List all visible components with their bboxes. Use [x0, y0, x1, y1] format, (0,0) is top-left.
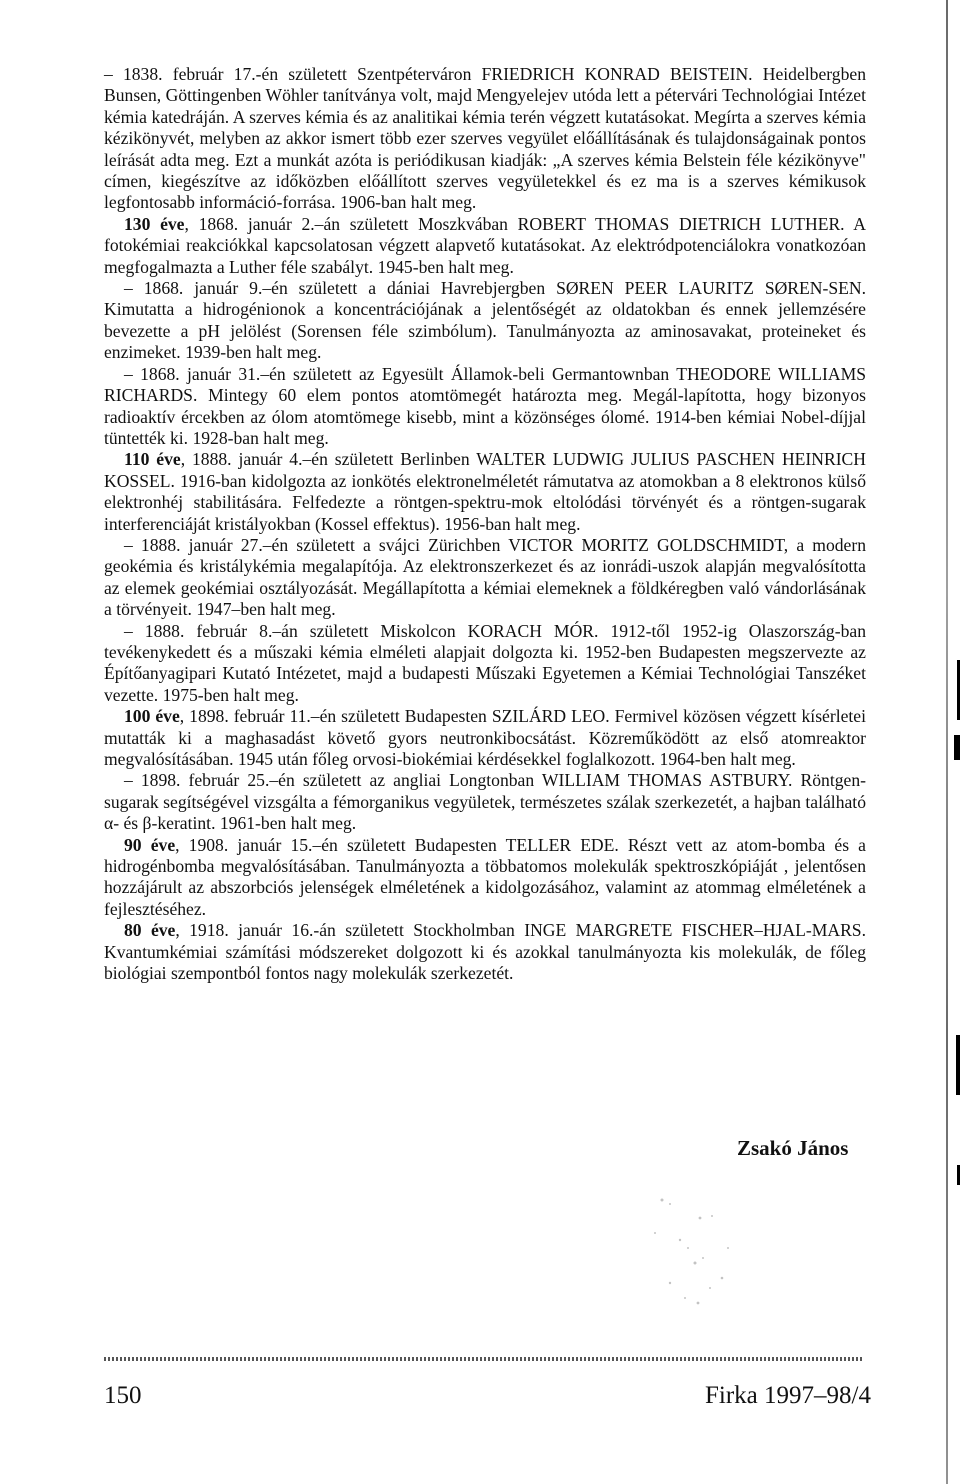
paragraph-text: , 1898. február 11.–én született Budapesten SZILÁRD LEO. Fermivel közösen végzett kísérletei mutatták ki a maghasadást követő gyors neutronkibocsátást. Közreműködött az első atomreaktor megvalósításában. 1945 után főleg orvosi-biokémiai kérdésekkel foglalkozott. 1964-ben halt meg. [104, 706, 866, 769]
paragraph-text: – 1868. január 31.–én született az Egyesült Államok-beli Germantownban THEODORE WILLIAMS RICHARDS. Mintegy 60 elem pontos atomtömegét határozta meg. Megál-lapította, hogy bizonyos radioaktív ércekben az ólom atomtömege kisebb, mint a közönséges ólomé. 1914-ben kémiai Nobel-díjjal tüntették ki. 1928-ban halt meg. [104, 363, 866, 448]
article-paragraph [104, 621, 866, 707]
article-paragraph [104, 706, 866, 770]
anniversary-label: 100 éve [124, 706, 180, 727]
scan-edge-line [946, 0, 948, 1484]
scan-smudge [640, 1188, 740, 1313]
article-paragraph [104, 535, 866, 621]
paragraph-text: , 1888. január 4.–én született Berlinben WALTER LUDWIG JULIUS PASCHEN HEINRICH KOSSEL. 1916-ban kidolgozta az ionkötés elektronelméletét rámutatva az atomokban a 8 elektronos külső elektronhéj stabilitására. Felfedezte a röntgen-spektru-mok eltolódási törvényét és a röntgen-sugarak interferenciáját kristályokban (Kossel effektus). 1956-ban halt meg. [104, 449, 867, 534]
author-signature: Zsakó János [737, 1136, 849, 1160]
footer-rule [104, 1357, 864, 1361]
article-paragraph [104, 64, 866, 214]
margin-mark [954, 735, 960, 760]
article-paragraph [104, 449, 866, 535]
anniversary-label: 110 éve [124, 449, 181, 470]
paragraph-text: – 1888. január 27.–én született a svájci Zürichben VICTOR MORITZ GOLDSCHMIDT, a modern geokémia és kristálykémia megalapítója. Az elektronszerkezet és az ionrádi-uszok alapján megvalósította az elemek geokémiai osztályozását. Megállapította a kémiai elemeknek a földkéregben való vándorlásának a törvényeit. 1947–ben halt meg. [104, 534, 866, 620]
anniversary-label: 130 éve [124, 213, 185, 234]
paragraph-text: , 1868. január 2.–án született Moszkvában ROBERT THOMAS DIETRICH LUTHER. A fotokémiai reakciókkal kapcsolatosan végzett alapvető kutatásokat. Az elektródpotenciálokra vonatkozóan megfogalmazta a Luther féle szabályt. 1945-ben halt meg. [104, 213, 866, 277]
article-paragraph [104, 920, 866, 984]
paragraph-text: , 1908. január 15.–én született Budapesten TELLER EDE. Részt vett az atom-bomba és a hidrogénbomba megvalósításában. Tanulmányozta a többatomos molekulák spektroszkópiáját , jelentősen hozzájárult az abszorbciós jelenségek elméletének a kidolgozásához, valamint az atommag elméletének a fejlesztéséhez. [104, 834, 866, 919]
article-paragraph [104, 770, 866, 834]
paragraph-text: , 1918. január 16.-án született Stockholmban INGE MARGRETE FISCHER–HJAL-MARS. Kvantumkémiai számítási módszereket dolgozott ki és azokkal tanulmányozta kis molekulák, de főleg biológiai szempontból fontos nagy molekulák szerkezetét. [104, 920, 866, 984]
paragraph-text: – 1868. január 9.–én született a dániai Havrebjergben SØREN PEER LAURITZ SØREN-SEN. Kimutatta a hidrogénionok a koncentrációjának a jelentőségét az oldatokban és ennek jellemzésére bevezette a pH jelölést (Sorensen féle szimbólum). Tanulmányozta az aminosavakat, proteineket és enzimeket. 1939-ben halt meg. [104, 278, 866, 363]
article-paragraph [104, 835, 866, 921]
paragraph-text: – 1838. február 17.-én született Szentpéterváron FRIEDRICH KONRAD BEISTEIN. Heidelbergben Bunsen, Göttingenben Wöhler tanítványa volt, majd Mengyelejev utóda lett a pétervári Technológiai Intézet kémia katedráján. A szerves kémia és az analitikai kémia terén végzett kutatásokat. Megírta a szerves kémia kézikönyvét, melyben az akkor ismert több ezer szerves vegyület előállításának és tulajdonságainak pontos leírását adta meg. Ezt a munkát azóta is periódikusan kiadják: „A szerves kémia Belstein féle kézikönyve" címen, kiegészítve az időközben előállított szerves vegyületekkel és ez ma is a szerves kémikusok legfontosabb információ-forrása. 1906-ban halt meg. [104, 64, 866, 213]
anniversary-label: 90 éve [124, 834, 176, 855]
journal-issue: Firka 1997–98/4 [705, 1382, 871, 1409]
paragraph-text: – 1888. február 8.–án született Miskolcon KORACH MÓR. 1912-től 1952-ig Olaszország-ban tevékenykedett és a műszaki kémia elméleti alapjait dolgozta ki. 1952-ben Budapesten megszervezte az Építőanyagipari Kutató Intézetet, majd a budapesti Műszaki Egyetemen a Kémiai Technológiai Tanszéket vezette. 1975-ben halt meg. [104, 620, 866, 705]
margin-mark [956, 1035, 960, 1095]
anniversary-label: 80 éve [124, 920, 176, 941]
article-paragraph [104, 278, 866, 364]
page-number: 150 [104, 1382, 142, 1409]
article-paragraph [104, 364, 866, 450]
article-paragraph [104, 214, 866, 278]
paragraph-text: – 1898. február 25.–én született az angliai Longtonban WILLIAM THOMAS ASTBURY. Röntgen-sugarak segítségével vizsgálta a fémorganikus vegyületek, természetes szálak szerkezetét, a hajban található α- és β-keratint. 1961-ben halt meg. [104, 770, 866, 834]
article-body [104, 64, 866, 984]
